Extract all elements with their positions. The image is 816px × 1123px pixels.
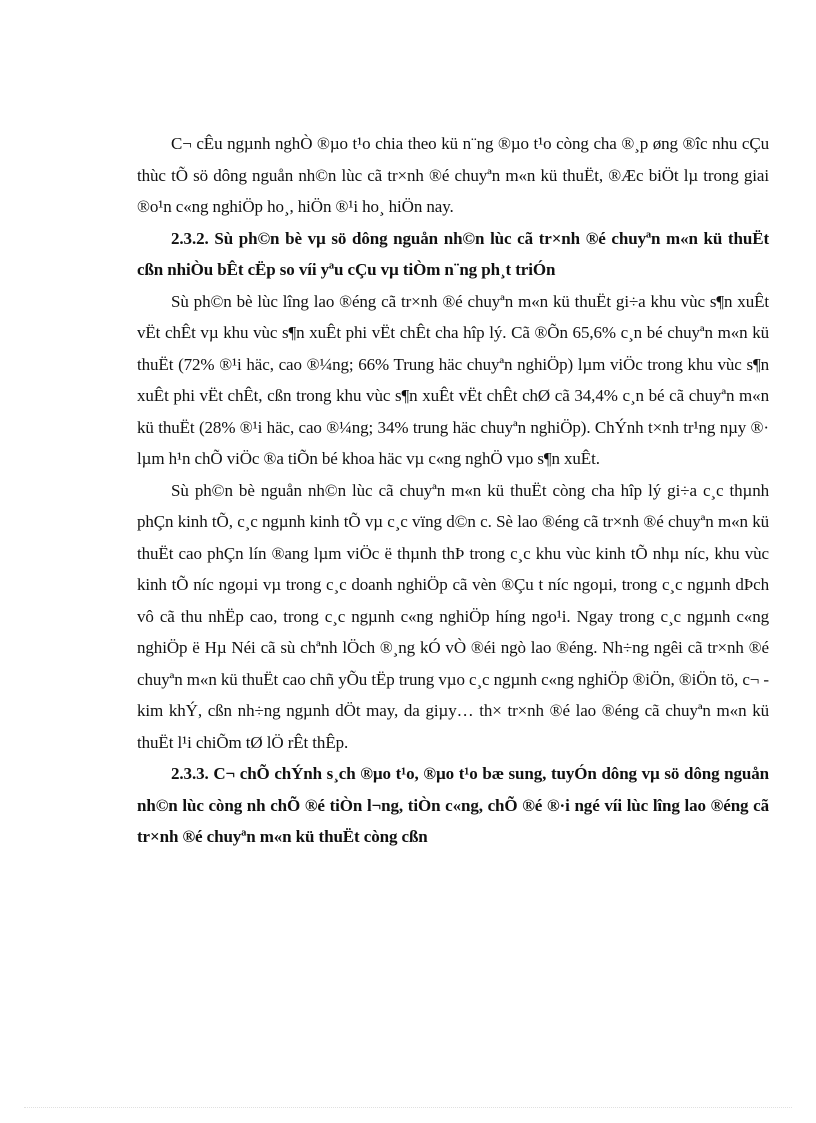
section-heading-2-3-2: 2.3.2. Sù ph©n bè vµ sö dông nguån nh©n lùc cã tr×nh ®é chuyªn m«n kü thuËt cßn nhiÒu bÊt cËp so víi yªu cÇu vµ tiÒm n¨ng ph¸t triÓn [137,228,769,279]
document-page [137,128,769,853]
paragraph-training-structure: C¬ cÊu ngµnh nghÒ ®µo t¹o chia theo kü n¨ng ®µo t¹o còng cha ®¸p øng ®îc nhu cÇu thùc tÕ sö dông nguån nh©n lùc cã tr×nh ®é chuyªn m«n kü thuËt, ®Æc biÖt lµ trong giai ®o¹n c«ng nghiÖp ho¸, hiÖn ®¹i ho¸ hiÖn nay. [137,134,769,216]
paragraph-distribution-sectors: Sù ph©n bè lùc lîng lao ®éng cã tr×nh ®é chuyªn m«n kü thuËt gi÷a khu vùc s¶n xuÊt vËt chÊt vµ khu vùc s¶n xuÊt phi vËt chÊt cha hîp lý. Cã ®Õn 65,6% c¸n bé chuyªn m«n kü thuËt (72% ®¹i häc, cao ®¼ng; 66% Trung häc chuyªn nghiÖp) lµm viÖc trong khu vùc s¶n xuÊt phi vËt chÊt, cßn trong khu vùc s¶n xuÊt vËt chÊt chØ cã 34,4% c¸n bé cã chuyªn m«n kü thuËt (28% ®¹i häc, cao ®¼ng; 34% trung häc chuyªn nghiÖp). ChÝnh t×nh tr¹ng nµy ®· lµm h¹n chÕ viÖc ®a tiÕn bé khoa häc vµ c«ng nghÖ vµo s¶n xuÊt. [137,291,769,468]
paragraph-distribution-economy: Sù ph©n bè nguån nh©n lùc cã chuyªn m«n kü thuËt còng cha hîp lý gi÷a c¸c thµnh phÇn kinh tÕ, c¸c ngµnh kinh tÕ vµ c¸c vïng d©n c. Sè lao ®éng cã tr×nh ®é chuyªn m«n kü thuËt cao phÇn lín ®ang lµm viÖc ë thµnh thÞ trong c¸c khu vùc kinh tÕ nhµ níc, khu vùc kinh tÕ níc ngoµi vµ trong c¸c doanh nghiÖp cã vèn ®Çu t níc ngoµi, trong c¸c ngµnh dÞch vô cã thu nhËp cao, trong c¸c ngµnh c«ng nghiÖp híng ngo¹i. Ngay trong c¸c ngµnh c«ng nghiÖp ë Hµ Néi cã sù chªnh lÖch ®¸ng kÓ vÒ ®éi ngò lao ®éng. Nh÷ng ngêi cã tr×nh ®é chuyªn m«n kü thuËt cao chñ yÕu tËp trung vµo c¸c ngµnh c«ng nghiÖp ®iÖn, ®iÖn tö, c¬ - kim khÝ, cßn nh÷ng ngµnh dÖt may, da giµy… th× tr×nh ®é lao ®éng cã chuyªn m«n kü thuËt l¹i chiÕm tØ lÖ rÊt thÊp. [137,480,769,752]
section-heading-2-3-3: 2.3.3. C¬ chÕ chÝnh s¸ch ®µo t¹o, ®µo t¹o bæ sung, tuyÓn dông vµ sö dông nguån nh©n lùc còng nh chÕ ®é tiÒn l¬ng, tiÒn c«ng, chÕ ®é ®·i ngé víi lùc lîng lao ®éng cã tr×nh ®é chuyªn m«n kü thuËt còng cßn [137,764,769,846]
page-bottom-divider [24,1107,792,1108]
